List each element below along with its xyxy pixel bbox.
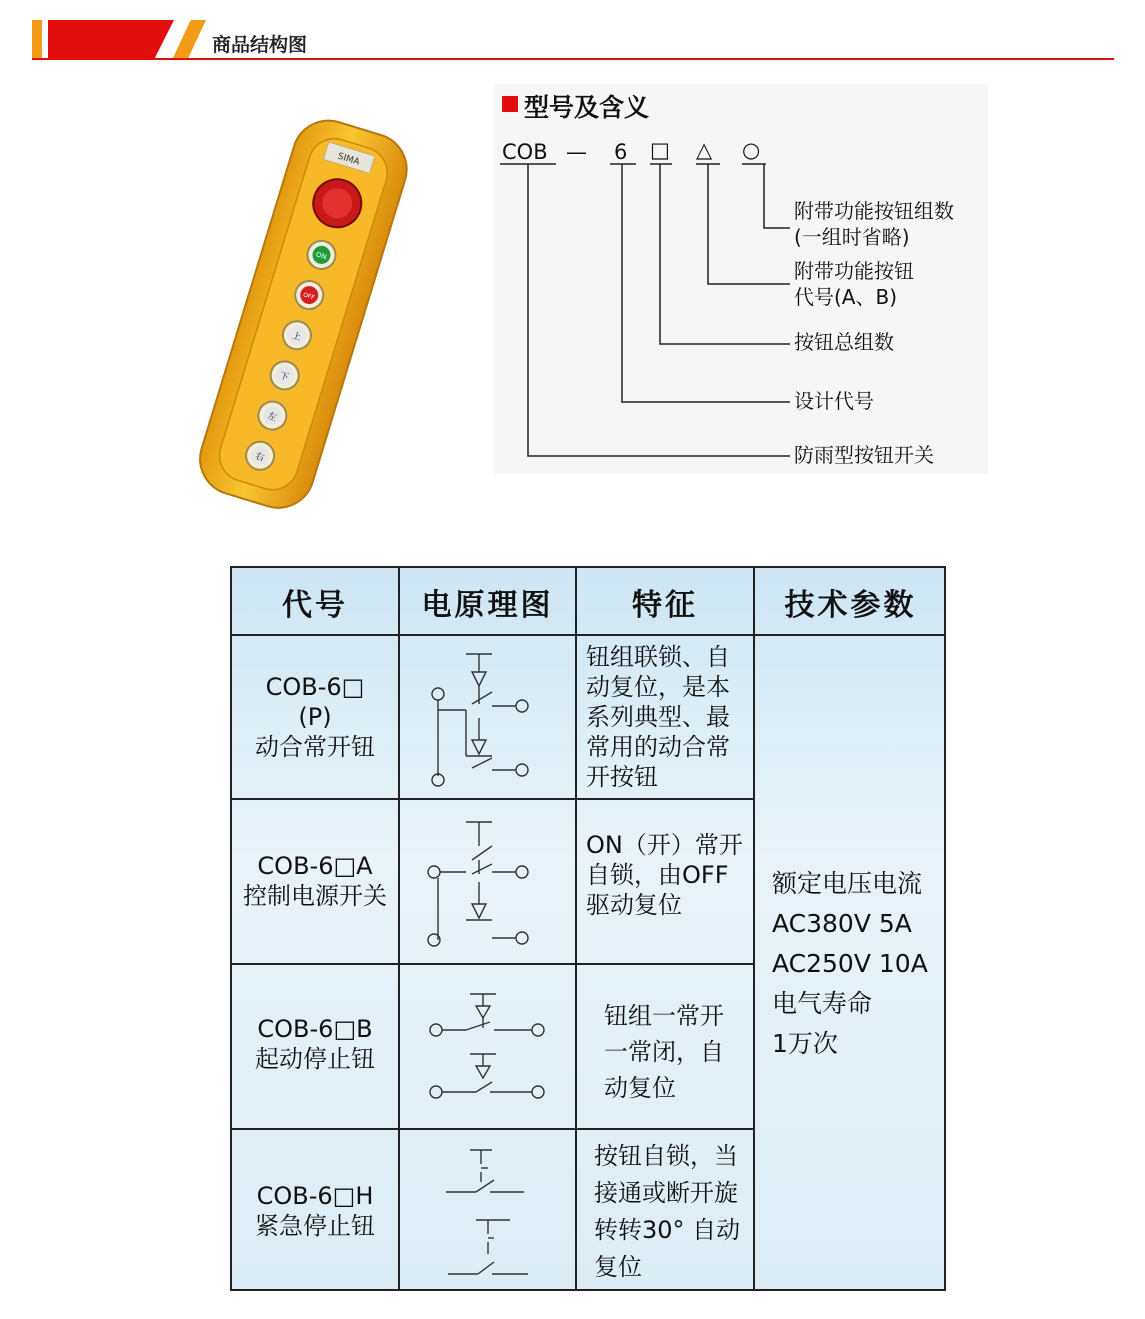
model-code-square: □ (650, 138, 670, 162)
schematic-no-contact-icon (422, 648, 552, 788)
row-code-h: COB-6□H 紧急停止钮 (255, 1182, 375, 1240)
label-rainproof-switch: 防雨型按钮开关 (794, 443, 934, 467)
pendant-control-image (178, 112, 428, 512)
section-title: 商品结构图 (212, 34, 308, 56)
row-features-p: 钮组联锁、自 动复位，是本 系列典型、最 常用的动合常 开按钮 (586, 643, 730, 791)
schematic-emergency-stop-icon (432, 1142, 552, 1282)
svg-text:下: 下 (278, 371, 290, 384)
label-extra-group-count: 附带功能按钮组数 (一组时省略) (794, 199, 954, 249)
model-code-circle: ○ (742, 138, 761, 162)
row-features-h: 按钮自锁，当 接通或断开旋 转转30° 自动 复位 (594, 1142, 741, 1281)
header-code: 代号 (282, 588, 348, 623)
tech-params: 额定电压电流 AC380V 5A AC250V 10A 电气寿命 1万次 (772, 869, 928, 1058)
row-code-p: COB-6□ (P) 动合常开钮 (255, 673, 375, 761)
header-schematic: 电原理图 (421, 588, 554, 623)
model-code-triangle: △ (696, 138, 713, 162)
model-code-digit: 6 (614, 140, 628, 164)
schematic-start-stop-icon (422, 986, 552, 1106)
schematic-power-switch-icon (422, 816, 552, 952)
pendant-label-text: SIMA (336, 151, 361, 168)
header-features: 特征 (632, 588, 698, 623)
svg-text:左: 左 (266, 411, 278, 424)
svg-text:右: 右 (253, 451, 266, 464)
header-tech-params: 技术参数 (784, 588, 917, 623)
label-extra-function-code: 附带功能按钮 代号(A、B) (794, 259, 914, 309)
row-features-a: ON（开）常开 自锁，由OFF 驱动复位 (586, 831, 743, 919)
header-slash-accent (172, 20, 206, 60)
model-code-dash: — (566, 140, 587, 164)
model-code-prefix: COB (502, 140, 548, 164)
row-features-b: 钮组一常开 一常闭，自 动复位 (604, 1002, 724, 1102)
spec-table (230, 566, 946, 1291)
header-red-block (48, 20, 174, 60)
header-accent-bar (32, 20, 42, 60)
svg-text:ON: ON (314, 250, 328, 262)
svg-text:上: 上 (290, 331, 303, 344)
row-code-a: COB-6□A 控制电源开关 (243, 852, 387, 910)
label-design-code: 设计代号 (794, 389, 874, 413)
header-divider (32, 58, 1114, 60)
model-meaning-diagram (494, 84, 988, 474)
model-title: 型号及含义 (524, 93, 650, 122)
svg-text:OFF: OFF (302, 291, 316, 302)
label-total-groups: 按钮总组数 (794, 330, 894, 354)
row-code-b: COB-6□B 起动停止钮 (255, 1015, 375, 1073)
